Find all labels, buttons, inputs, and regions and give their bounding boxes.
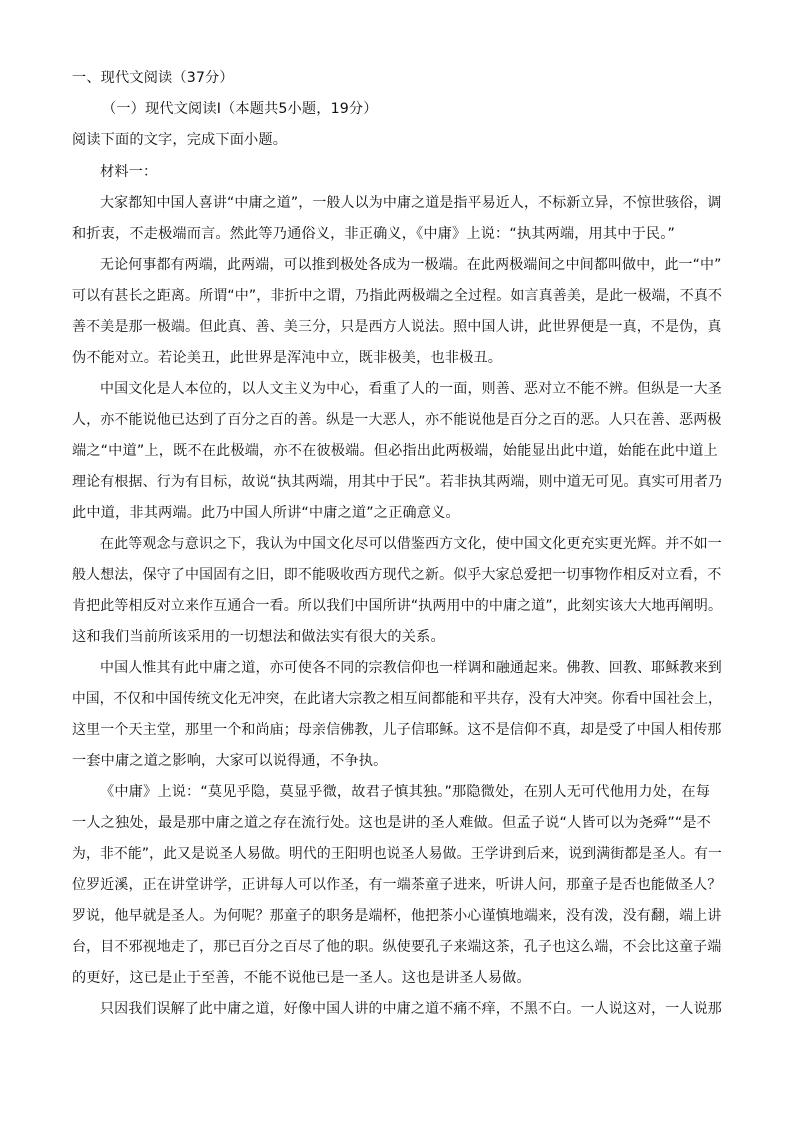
text-line: 肯把此等相反对立来作互通合一看。所以我们中国所讲“执两用中的中庸之道”，此刻实该大大地再阐明。 bbox=[72, 598, 723, 614]
text-line: 和折衷，不走极端而言。然此等乃通俗义，非正确义，《中庸》上说：“执其两端，用其中于民。” bbox=[72, 226, 675, 242]
text-line: 中国文化是人本位的，以人文主义为中心，看重了人的一面，则善、恶对立不能不辨。但纵是一大圣 bbox=[100, 381, 722, 397]
text-line: 无论何事都有两端，此两端，可以推到极处各成为一极端。在此两极端间之中间都叫做中，此一“中” bbox=[100, 257, 722, 273]
section-heading: 一、现代文阅读（37分） bbox=[72, 70, 234, 86]
text-line: 《中庸》上说：“莫见乎隐，莫显乎微，故君子慎其独。”那隐微处，在别人无可代他用力处，在每 bbox=[100, 784, 711, 800]
text-line: 中国人惟其有此中庸之道，亦可使各不同的宗教信仰也一样调和融通起来。佛教、回教、耶稣教来到 bbox=[100, 660, 722, 676]
text-line: 端之“中道”上，既不在此极端，亦不在彼极端。但必指出此两极端，始能显出此中道，始能在此中道上 bbox=[72, 443, 718, 459]
text-line: 可以有甚长之距离。所谓“中”，非折中之谓，乃指此两极端之全过程。如言真善美，是此一极端，不真不 bbox=[72, 288, 723, 304]
text-line: 人，亦不能说他已达到了百分之百的善。纵是一大恶人，亦不能说他是百分之百的恶。人只在善、恶两极 bbox=[72, 412, 722, 428]
text-line: 罗说，他早就是圣人。为何呢？那童子的职务是端杯，他把茶小心谨慎地端来，没有泼，没有翻，端上讲 bbox=[72, 908, 722, 924]
text-line: 伪不能对立。若论美丑，此世界是浑沌中立，既非极美，也非极丑。 bbox=[72, 350, 503, 366]
text-line: 这里一个天主堂，那里一个和尚庙；母亲信佛教，儿子信耶稣。这不是信仰不真，却是受了中国人相传那 bbox=[72, 722, 722, 738]
subsection-heading: （一）现代文阅读Ⅰ（本题共5小题，19分） bbox=[102, 101, 378, 117]
text-line: 大家都知中国人喜讲“中庸之道”，一般人以为中庸之道是指平易近人，不标新立异，不惊世骇俗，调 bbox=[100, 195, 722, 211]
text-line: 善不美是那一极端。但此真、善、美三分，只是西方人说法。照中国人讲，此世界便是一真，不是伪，真 bbox=[72, 319, 722, 335]
text-line: 只因我们误解了此中庸之道，好像中国人讲的中庸之道不痛不痒，不黑不白。一人说这对，一人说那 bbox=[100, 1001, 722, 1017]
text-line: 此中道，非其两端。此乃中国人所讲“中庸之道”之正确意义。 bbox=[72, 505, 460, 521]
text-line: 在此等观念与意识之下，我认为中国文化尽可以借鉴西方文化，使中国文化更充实更光辉。并不如一 bbox=[100, 536, 722, 552]
material-label: 材料一： bbox=[100, 164, 158, 180]
text-line: 的更好，这已是止于至善，不能不说他已是一圣人。这也是讲圣人易做。 bbox=[72, 970, 531, 986]
text-line: 位罗近溪，正在讲堂讲学，正讲每人可以作圣，有一端茶童子进来，听讲人问，那童子是否也能做圣人？ bbox=[72, 877, 722, 893]
text-line: 为，非不能”，此又是说圣人易做。明代的王阳明也说圣人易做。王学讲到后来，说到满街都是圣人。有一 bbox=[72, 846, 723, 862]
text-line: 一套中庸之道之影响，大家可以说得通，不争执。 bbox=[72, 753, 388, 769]
text-line: 中国，不仅和中国传统文化无冲突，在此诸大宗教之相互间都能和平共存，没有大冲突。你看中国社会上， bbox=[72, 691, 722, 707]
text-line: 这和我们当前所该采用的一切想法和做法实有很大的关系。 bbox=[72, 629, 445, 645]
text-line: 般人想法，保守了中国固有之旧，即不能吸收西方现代之新。似乎大家总爱把一切事物作相反对立看，不 bbox=[72, 567, 722, 583]
text-line: 台，目不邪视地走了，那已百分之百尽了他的职。纵使要孔子来端这茶，孔子也这么端，不会比这童子端 bbox=[72, 939, 722, 955]
text-line: 一人之独处，最是那中庸之道之存在流行处。这也是讲的圣人难做。但孟子说“人皆可以为尧舜”“是不 bbox=[72, 815, 712, 831]
text-line: 理论有根据、行为有目标，故说“执其两端，用其中于民”。若非执其两端，则中道无可见。真实可用者乃 bbox=[72, 474, 723, 490]
reading-instruction: 阅读下面的文字，完成下面小题。 bbox=[72, 132, 288, 148]
